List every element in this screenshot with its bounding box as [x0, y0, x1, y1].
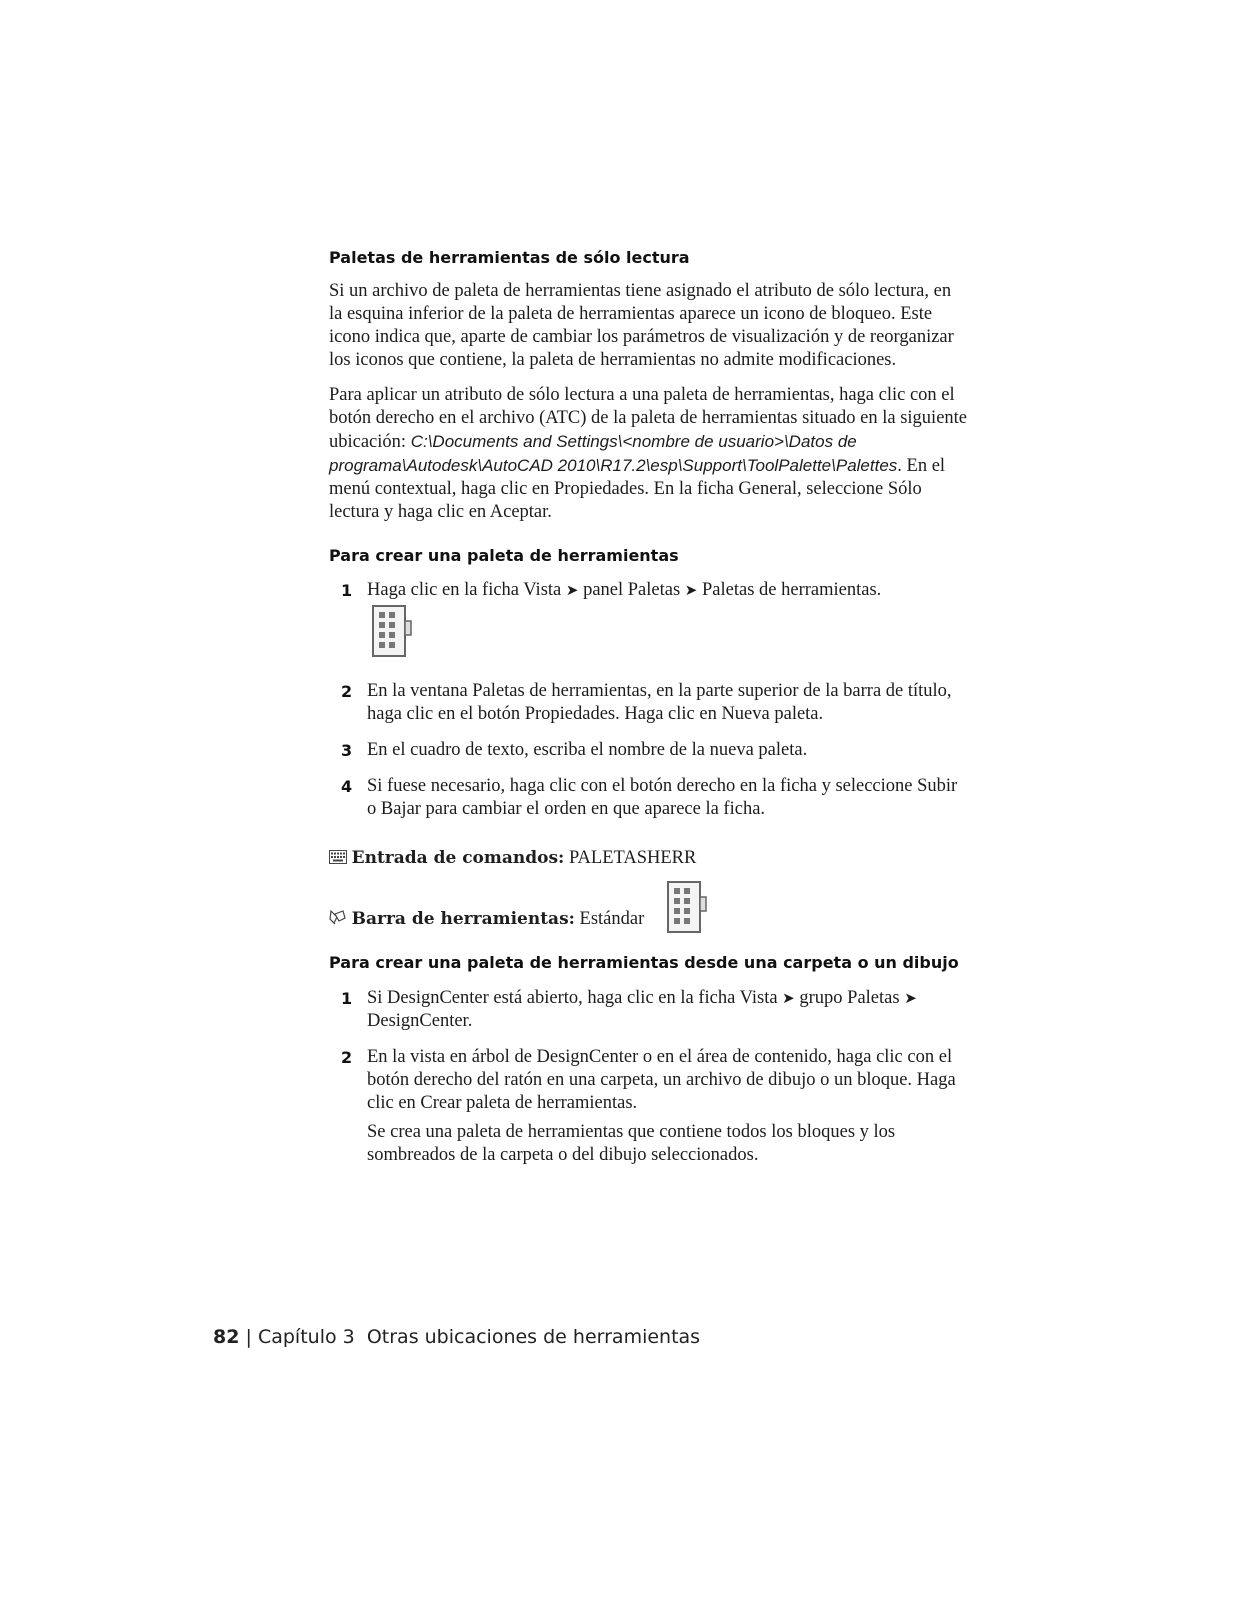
step-text: Si DesignCenter está abierto, haga clic en la ficha Vista	[367, 988, 778, 1008]
arrow-icon: ➤	[565, 581, 579, 599]
section-heading-create-from-folder: Para crear una paleta de herramientas desde una carpeta o un dibujo	[329, 953, 959, 972]
step-text: En el cuadro de texto, escriba el nombre de la nueva paleta.	[367, 740, 808, 760]
paragraph-read-only-intro: Si un archivo de paleta de herramientas tiene asignado el atributo de sólo lectura, en la esquina inferior de la paleta de herramientas aparece un icono de bloqueo. Este icono indica que, aparte de cambiar los parámetros de visualización y de reorganizar los iconos que contiene, la paleta de herramientas no admite modificaciones.	[329, 281, 954, 370]
apply-text-end: . En el menú contextual, haga clic en Propiedades. En la ficha General, seleccione Sólo lectura y haga clic en Aceptar.	[329, 456, 946, 522]
paragraph-read-only-apply	[329, 384, 969, 524]
step-number: 1	[341, 581, 353, 600]
arrow-icon: ➤	[904, 989, 917, 1007]
section-heading-read-only: Paletas de herramientas de sólo lectura	[329, 248, 690, 267]
step-4	[329, 775, 969, 821]
step-text: DesignCenter.	[367, 1011, 473, 1031]
step-1-designcenter	[329, 987, 969, 1033]
step-text: panel Paletas	[583, 580, 681, 600]
keyboard-icon	[329, 848, 347, 871]
page-content	[329, 248, 969, 1167]
step-2	[329, 680, 969, 726]
apply-text-start: Para aplicar un atributo de sólo lectura a una paleta de herramientas, haga clic con el botón derecho en el archivo (ATC) de la paleta de herramientas situado en la siguiente ubicación:	[329, 385, 968, 452]
toolbar-icon	[329, 909, 347, 932]
chapter-number: Capítulo 3	[257, 1326, 355, 1348]
step-text: Si fuese necesario, haga clic con el botón derecho en la ficha y seleccione Subir o Bajar para cambiar el orden en que aparece la ficha.	[367, 776, 958, 819]
tool-palettes-icon	[372, 605, 414, 659]
section-heading-create-palette: Para crear una paleta de herramientas	[329, 546, 679, 565]
step-text: En la ventana Paletas de herramientas, en la parte superior de la barra de título, haga clic en el botón Propiedades. Haga clic en Nueva paleta.	[367, 681, 952, 724]
step-2-designcenter	[329, 1046, 969, 1167]
step-3	[329, 739, 969, 762]
step-number: 2	[341, 1048, 353, 1067]
step-text: Haga clic en la ficha Vista	[367, 580, 562, 600]
palette-file-path: C:\Documents and Settings\<nombre de usuario>\Datos de programa\Autodesk\AutoCAD 2010\R17.2\esp\Support\ToolPalette\Palettes	[329, 432, 898, 475]
arrow-icon: ➤	[684, 581, 698, 599]
page-footer	[213, 1326, 700, 1348]
step-note: Se crea una paleta de herramientas que contiene todos los bloques y los sombreados de la carpeta o del dibujo seleccionados.	[367, 1122, 896, 1165]
step-number: 2	[341, 682, 353, 701]
toolbar-value: Estándar	[579, 909, 645, 929]
toolbar-label: Barra de herramientas:	[351, 909, 575, 929]
toolbar-line	[329, 883, 969, 933]
page-number: 82	[213, 1326, 240, 1348]
step-text: Paletas de herramientas.	[702, 580, 882, 600]
arrow-icon: ➤	[782, 989, 795, 1007]
footer-separator: |	[245, 1326, 252, 1348]
step-text: En la vista en árbol de DesignCenter o en el área de contenido, haga clic con el botón derecho del ratón en una carpeta, un archivo de dibujo o un bloque. Haga clic en Crear paleta de herramientas.	[367, 1047, 956, 1113]
step-1	[329, 579, 969, 659]
step-number: 4	[341, 777, 353, 796]
step-number: 3	[341, 741, 353, 760]
step-text: grupo Paletas	[799, 988, 900, 1008]
tool-palettes-icon	[667, 881, 709, 942]
step-number: 1	[341, 989, 353, 1008]
command-entry-label: Entrada de comandos:	[351, 848, 565, 868]
command-entry-line	[329, 847, 969, 871]
chapter-title: Otras ubicaciones de herramientas	[366, 1326, 701, 1348]
command-entry-value: PALETASHERR	[568, 848, 697, 868]
